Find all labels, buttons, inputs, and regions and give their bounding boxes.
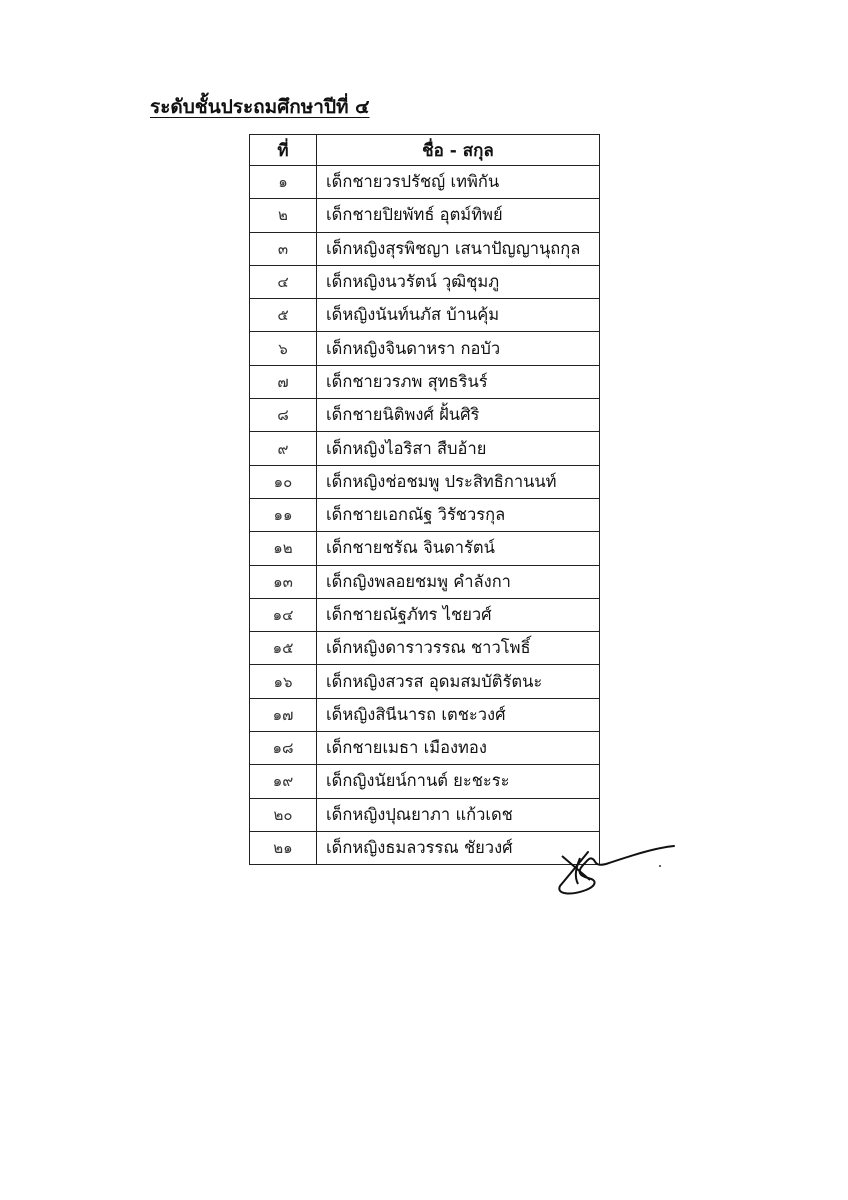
student-name: เด็กหญิงธมลวรรณ ชัยวงศ์	[317, 831, 600, 864]
row-number: ๑๘	[250, 732, 317, 765]
table-row	[250, 232, 600, 265]
row-number: ๑๗	[250, 698, 317, 731]
table-row	[250, 166, 600, 199]
student-name: เด็กหญิงดาราวรรณ ชาวโพธิ์	[317, 632, 600, 665]
column-header-name: ชื่อ - สกุล	[317, 135, 600, 166]
row-number: ๗	[250, 365, 317, 398]
row-number: ๑	[250, 166, 317, 199]
table-row	[250, 199, 600, 232]
table-body	[250, 166, 600, 865]
table-row	[250, 465, 600, 498]
signature-icon	[550, 838, 680, 900]
row-number: ๑๖	[250, 665, 317, 698]
table-row	[250, 265, 600, 298]
table-row	[250, 532, 600, 565]
student-name: เด็กชายนิติพงศ์ ฝั้นศิริ	[317, 399, 600, 432]
student-name: เด็กชายปิยพัทธ์ อุตม์ทิพย์	[317, 199, 600, 232]
row-number: ๒๑	[250, 831, 317, 864]
student-name: เด็กชายวรปรัชญ์ เทพิกัน	[317, 166, 600, 199]
table-row	[250, 732, 600, 765]
student-name: เด็กญิงพลอยชมพู คำลังกา	[317, 565, 600, 598]
table-row	[250, 432, 600, 465]
row-number: ๖	[250, 332, 317, 365]
table-row	[250, 698, 600, 731]
row-number: ๑๑	[250, 498, 317, 531]
row-number: ๙	[250, 432, 317, 465]
table-row	[250, 598, 600, 631]
table-row	[250, 365, 600, 398]
student-name: เด็กหญิงปุณยาภา แก้วเดช	[317, 798, 600, 831]
student-name: เด็กชายเอกณัฐ วิรัชวรกุล	[317, 498, 600, 531]
table-row	[250, 565, 600, 598]
student-name: เด็กชายณัฐภัทร ไชยวศ์	[317, 598, 600, 631]
table-row	[250, 632, 600, 665]
table-row	[250, 332, 600, 365]
table-row	[250, 665, 600, 698]
row-number: ๒๐	[250, 798, 317, 831]
table-row	[250, 498, 600, 531]
table-header-row	[250, 135, 600, 166]
row-number: ๘	[250, 399, 317, 432]
row-number: ๕	[250, 299, 317, 332]
row-number: ๑๒	[250, 532, 317, 565]
student-name: เด็กหญิงจินดาหรา กอบัว	[317, 332, 600, 365]
student-name: เด็กหญิงช่อชมพู ประสิทธิกานนท์	[317, 465, 600, 498]
table-row	[250, 299, 600, 332]
student-name: เด็กชายชรัณ จินดารัตน์	[317, 532, 600, 565]
student-name: เด็กหญิงสวรส อุดมสมบัติรัตนะ	[317, 665, 600, 698]
table-row	[250, 831, 600, 864]
row-number: ๑๙	[250, 765, 317, 798]
student-name: เด็กหญิงไอริสา สืบอ้าย	[317, 432, 600, 465]
student-name: เด็กหญิงนวรัตน์ วุฒิชุมภู	[317, 265, 600, 298]
row-number: ๔	[250, 265, 317, 298]
table-row	[250, 399, 600, 432]
student-name: เด็หญิงสินีนารถ เตชะวงศ์	[317, 698, 600, 731]
student-name: เด็กชายเมธา เมืองทอง	[317, 732, 600, 765]
row-number: ๑๔	[250, 598, 317, 631]
row-number: ๑๐	[250, 465, 317, 498]
student-name: เด็หญิงนันท์นภัส บ้านคุ้ม	[317, 299, 600, 332]
row-number: ๑๕	[250, 632, 317, 665]
table-row	[250, 798, 600, 831]
row-number: ๑๓	[250, 565, 317, 598]
student-name: เด็กญิงนัยน์กานต์ ยะชะระ	[317, 765, 600, 798]
student-name: เด็กชายวรภพ สุทธรินร์	[317, 365, 600, 398]
row-number: ๓	[250, 232, 317, 265]
row-number: ๒	[250, 199, 317, 232]
page-heading: ระดับชั้นประถมศึกษาปีที่ ๔	[150, 96, 370, 118]
column-header-no: ที่	[250, 135, 317, 166]
student-roster-table	[249, 134, 600, 865]
table-row	[250, 765, 600, 798]
student-name: เด็กหญิงสุรพิชญา เสนาปัญญานุถกุล	[317, 232, 600, 265]
